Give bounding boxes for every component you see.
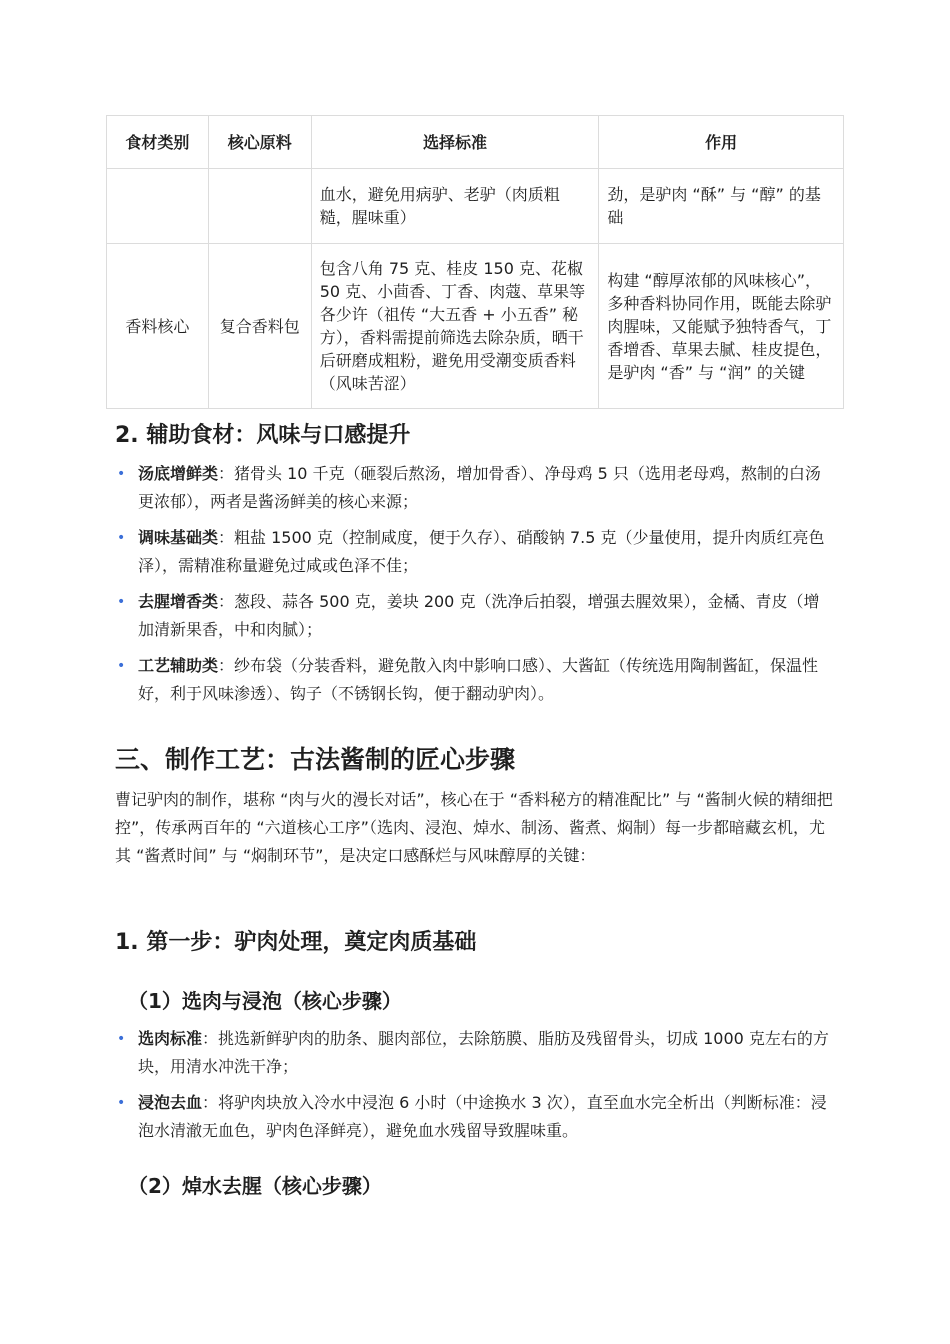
list-item [115, 652, 835, 708]
list-item-text: ：粗盐 1500 克（控制咸度，便于久存）、硝酸钠 7.5 克（少量使用，提升肉质红亮色泽），需精准称量避免过咸或色泽不佳； [138, 528, 825, 575]
craft-intro-paragraph: 曹记驴肉的制作，堪称 “肉与火的漫长对话”，核心在于 “香料秘方的精准配比” 与 “酱制火候的精细把控”，传承两百年的 “六道核心工序”（选肉、浸泡、焯水、制汤、酱煮、焖制）每一步都暗藏玄机，尤其 “酱煮时间” 与 “焖制环节”，是决定口感酥烂与风味醇厚的关键： [115, 790, 833, 865]
bullet-dot-icon: • [117, 1031, 126, 1047]
table-cell-material [208, 169, 311, 244]
bullet-dot-icon: • [117, 594, 126, 610]
table-header-cell: 作用 [599, 116, 844, 169]
table-row [107, 169, 844, 244]
list-item-label: 选肉标准 [138, 1029, 203, 1048]
table-cell-material: 复合香料包 [208, 244, 311, 409]
table-header-cell: 食材类别 [107, 116, 209, 169]
table-row [107, 244, 844, 409]
list-item [115, 588, 835, 644]
table-header-row [107, 116, 844, 169]
table-cell-effect: 劲，是驴肉 “酥” 与 “醇” 的基础 [599, 169, 844, 244]
ingredients-table [106, 115, 844, 409]
table-header-cell: 选择标准 [311, 116, 599, 169]
section-heading-aux: 2. 辅助食材：风味与口感提升 [115, 423, 411, 448]
list-item-text: ：猪骨头 10 千克（砸裂后熬汤，增加骨香）、净母鸡 5 只（选用老母鸡，熬制的白汤更浓郁），两者是酱汤鲜美的核心来源； [138, 464, 821, 511]
table-cell-category: 香料核心 [107, 244, 209, 409]
table-header-cell: 核心原料 [208, 116, 311, 169]
table-cell-standard: 血水，避免用病驴、老驴（肉质粗糙，腥味重） [311, 169, 599, 244]
table-cell-category [107, 169, 209, 244]
table-cell-effect: 构建 “醇厚浓郁的风味核心”，多种香料协同作用，既能去除驴肉腥味，又能赋予独特香气，丁香增香、草果去腻、桂皮提色，是驴肉 “香” 与 “润” 的关键 [599, 244, 844, 409]
bullet-dot-icon: • [117, 658, 126, 674]
bullet-dot-icon: • [117, 466, 126, 482]
bullet-dot-icon: • [117, 1095, 126, 1111]
list-item-label: 调味基础类 [138, 528, 219, 547]
list-item-text: ：葱段、蒜各 500 克，姜块 200 克（洗净后拍裂，增强去腥效果），金橘、青皮（增加清新果香，中和肉腻）； [138, 592, 820, 639]
list-item [115, 1089, 835, 1145]
list-item-label: 去腥增香类 [138, 592, 219, 611]
step1-heading: 1. 第一步：驴肉处理，奠定肉质基础 [115, 930, 477, 955]
list-item-text: ：挑选新鲜驴肉的肋条、腿肉部位，去除筋膜、脂肪及残留骨头，切成 1000 克左右的方块，用清水冲洗干净； [138, 1029, 829, 1076]
table-cell-standard: 包含八角 75 克、桂皮 150 克、花椒 50 克、小茴香、丁香、肉蔻、草果等各少许（祖传 “大五香 + 小五香” 秘方），香料需提前筛选去除杂质，晒干后研磨成粗粉，避免用受潮变质香料（风味苦涩） [311, 244, 599, 409]
list-item [115, 1025, 835, 1081]
list-item-text: ：纱布袋（分装香料，避免散入肉中影响口感）、大酱缸（传统选用陶制酱缸，保温性好，利于风味渗透）、钩子（不锈钢长钩，便于翻动驴肉）。 [138, 656, 819, 703]
bullet-dot-icon: • [117, 530, 126, 546]
list-item-label: 浸泡去血 [138, 1093, 203, 1112]
list-item [115, 460, 835, 516]
list-item-label: 汤底增鲜类 [138, 464, 219, 483]
step1-sub2-heading: （2）焯水去腥（核心步骤） [128, 1174, 382, 1198]
list-item [115, 524, 835, 580]
list-item-label: 工艺辅助类 [138, 656, 219, 675]
step1-sub1-heading: （1）选肉与浸泡（核心步骤） [128, 989, 402, 1013]
list-item-text: ：将驴肉块放入冷水中浸泡 6 小时（中途换水 3 次），直至血水完全析出（判断标准：浸泡水清澈无血色，驴肉色泽鲜亮），避免血水残留导致腥味重。 [138, 1093, 827, 1140]
section-heading-craft: 三、制作工艺：古法酱制的匠心步骤 [115, 745, 516, 774]
step1-sub1-list [115, 1025, 835, 1153]
aux-ingredient-list [115, 460, 835, 716]
